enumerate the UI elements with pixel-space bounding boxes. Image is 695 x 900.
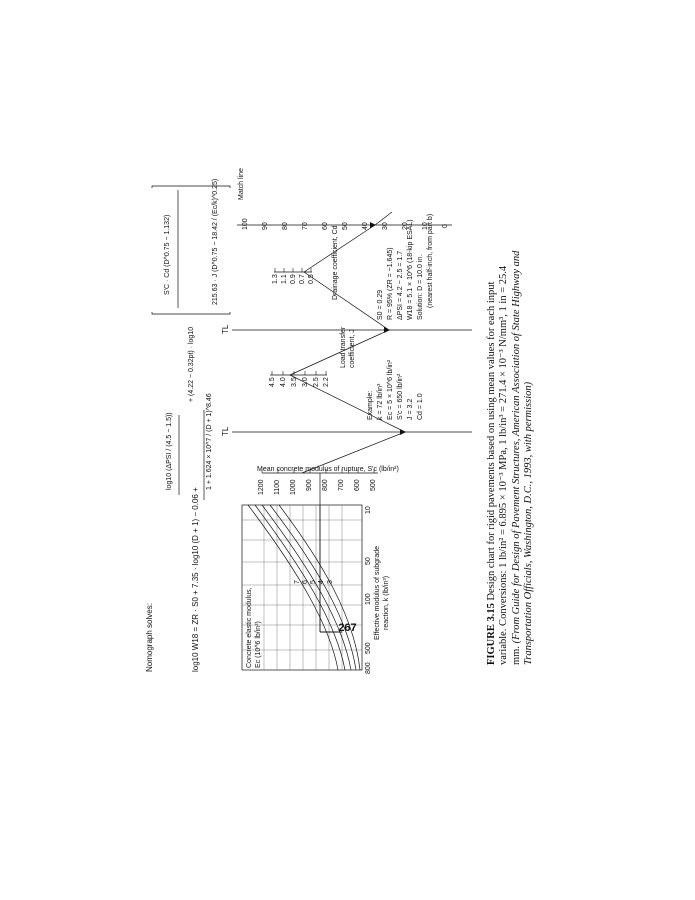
example-col2-3: W18 = 5.1 × 10^6 (18-kip ESAL) [407, 219, 414, 320]
j-tick-4-5: 4.5 [269, 377, 276, 387]
tl-label-1: TL [221, 426, 230, 436]
rupture-tick-800: 800 [322, 479, 329, 491]
example-col2-0: S0 = 0.29 [377, 289, 384, 320]
example-col1-1: Ec = 5 × 10^6 lb/in² [387, 359, 394, 420]
load-transfer-label-2: coefficient, J [349, 329, 356, 368]
example-col2-4: Solution: D = 10.0 in. [417, 254, 424, 320]
tl-label-2: TL [221, 324, 230, 334]
example-col1-3: J = 3.2 [407, 398, 414, 420]
left-chart-title-1: Concrete elastic modulus, [246, 587, 253, 668]
example-heading: Example: [367, 390, 374, 420]
match-tick-50: 50 [342, 222, 349, 230]
equation-log-term: log10 (ΔPSI / (4.5 − 1.5)) [166, 412, 173, 490]
match-tick-40: 40 [362, 222, 369, 230]
caption-source: (From Guide for Design of Pavement Structures, American Association of State Highway and Transportation Officials, Washington, D.C., 1993, with permission) [510, 250, 535, 665]
caption-text: Design chart for rigid pavements based on using mean values for each input variable. Conversions: 1 lb/in² = 6.895 × 10⁻³ MPa, 1 lb/in³ = 271.4 × 10⁻³ N/mm³, 1 in = 25.4 mm. [486, 265, 522, 665]
j-tick-2-2: 2.2 [323, 377, 330, 387]
match-tick-0: 0 [442, 224, 449, 228]
example-col1-4: Cd = 1.0 [417, 393, 424, 420]
x-tick-500: 500 [365, 642, 372, 654]
x-label-1: Effective modulus of subgrade [374, 545, 381, 640]
rupture-tick-600: 600 [354, 479, 361, 491]
match-tick-80: 80 [282, 222, 289, 230]
x-tick-800: 800 [365, 662, 372, 674]
nomograph-heading: Nomograph solves: [145, 603, 154, 672]
rupture-tick-1000: 1000 [290, 479, 297, 495]
x-tick-10: 10 [365, 506, 372, 514]
match-tick-60: 60 [322, 222, 329, 230]
curve-label-3: 3 [327, 580, 334, 584]
example-col1-2: S'c = 650 lb/in² [397, 373, 404, 420]
equation-bottom: 215.63 · J (D^0.75 − 18.42 / (Ec/k)^0.25) [212, 178, 219, 305]
rupture-tick-500: 500 [370, 479, 377, 491]
x-tick-50: 50 [365, 557, 372, 565]
match-tick-30: 30 [382, 222, 389, 230]
match-tick-100: 100 [242, 218, 249, 230]
rupture-label: Mean concrete modulus of rupture, S'c (lb/in²) [257, 466, 399, 473]
rupture-tick-1100: 1100 [274, 479, 281, 495]
figure-label: FIGURE 3.15 [486, 603, 497, 665]
equation-numerator: S'C · Cd (D^0.75 − 1.132) [164, 214, 171, 295]
figure-caption [486, 245, 536, 665]
match-line-label: Match line [238, 168, 245, 200]
rupture-tick-700: 700 [338, 479, 345, 491]
cd-tick-1-1: 1.1 [281, 274, 288, 284]
x-tick-100: 100 [365, 593, 372, 605]
left-chart-title-2: Ec (10^6 lb/in²) [255, 621, 262, 668]
curve-label-7: 7 [294, 580, 301, 584]
equation-lhs: log10 W18 = ZR · S0 + 7.35 · log10 (D + 1) − 0.06 + [191, 487, 200, 672]
match-tick-10: 10 [422, 222, 429, 230]
match-tick-90: 90 [262, 222, 269, 230]
load-transfer-label-1: Load transfer [340, 326, 347, 368]
curve-label-6: 6 [302, 580, 309, 584]
cd-tick-0-7: 0.7 [299, 274, 306, 284]
cd-tick-0-5: 0.5 [308, 274, 315, 284]
cd-tick-1-3: 1.3 [272, 274, 279, 284]
j-tick-3-0: 3.0 [302, 377, 309, 387]
example-col2-1: R = 95% (ZR = −1.645) [387, 247, 394, 320]
rupture-tick-900: 900 [306, 479, 313, 491]
match-tick-20: 20 [402, 222, 409, 230]
design-nomograph [142, 168, 472, 680]
example-col1-0: k = 72 lb/in³ [377, 383, 384, 420]
curve-label-4: 4 [318, 580, 325, 584]
example-col2-5: (nearest half-inch, from part b) [427, 213, 434, 308]
match-tick-70: 70 [302, 222, 309, 230]
equation-plus-term: + (4.22 − 0.32pt) · log10 [188, 326, 195, 402]
example-col2-2: ΔPSI = 4.2 − 2.5 = 1.7 [397, 250, 404, 320]
rupture-tick-1200: 1200 [258, 479, 265, 495]
x-label-2: reaction, k (lb/in³) [383, 575, 390, 630]
curve-label-5: 5 [310, 580, 317, 584]
page-number: 267 [338, 622, 357, 634]
j-tick-4-0: 4.0 [280, 377, 287, 387]
equation-denominator: 1 + 1.624 × 10^7 / (D + 1)^8.46 [206, 393, 213, 490]
cd-tick-0-9: 0.9 [290, 274, 297, 284]
j-tick-2-5: 2.5 [313, 377, 320, 387]
j-tick-3-5: 3.5 [291, 377, 298, 387]
drainage-label: Drainage coefficient, Cd [332, 225, 339, 300]
